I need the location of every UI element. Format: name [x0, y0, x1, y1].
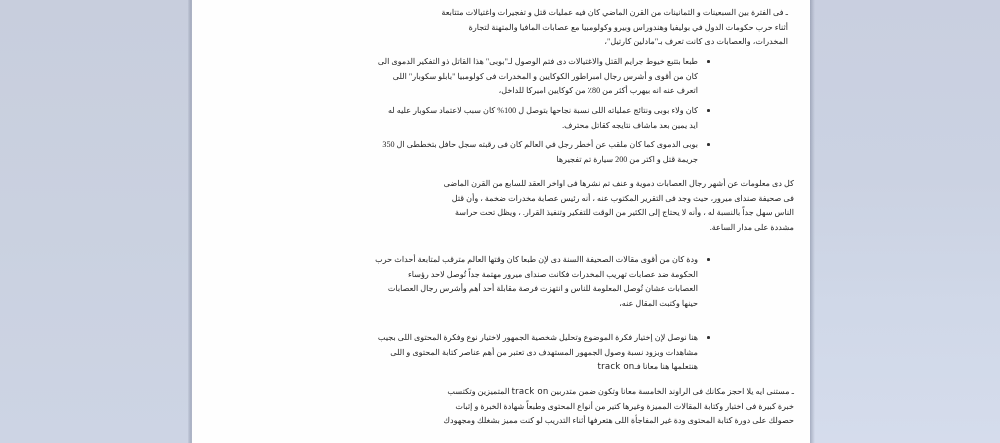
text-fragment: ـ مستنى ايه يلا احجز مكانك فى الراوند الخامسة معانا وتكون ضمن متدربين [548, 387, 794, 396]
text-line: خبرة كبيرة فى اختبار وكتابة المقالات المميزة وغيرها كتير من أنواع المحتوى وطبعاً شهادة الخبرة و إثبات [455, 401, 794, 411]
paragraph-closing-cta [200, 385, 794, 429]
list-item [200, 331, 712, 375]
text-line: ودة كان من أقوى مقالات الصحيفة االسنة دى لإن طبعا كان وقتها العالم مترقب لمتابعة أحداث حرب [375, 255, 698, 264]
list-item [200, 253, 712, 311]
text-line: الناس سهل جداً بالنسبة له ، وأنه لا يحتاج إلى الكثير من الوقت للتفكير وتنفيذ القرار. ، ويظل تحت حراسة [454, 208, 794, 218]
bullet-dot-icon [707, 336, 710, 339]
text-line: جريمة قتل و اكتر من 200 سيارة تم تفجيرها [556, 154, 698, 164]
list-item [192, 104, 712, 133]
bullet-list-5 [200, 331, 712, 375]
text-line: اتعرف عنه انه بيهرب أكثر من 80٪ من كوكايين اميركا للداخل، [498, 86, 698, 96]
paragraph-media-report [200, 177, 794, 235]
bullet-list-3 [192, 138, 712, 167]
bullet-list-2 [192, 104, 712, 133]
text-line: المخدرات، والعصابات دى كانت تعرف بـ"مادلين كارتيل"، [604, 37, 788, 47]
bullet-dot-icon [707, 143, 710, 146]
text-line [200, 385, 794, 400]
text-line: أثناء حرب حكومات الدول في بوليفيا وهندوراس وبيرو وكولومبيا مع عصابات المافيا والمتهنة لتجارة [468, 22, 788, 32]
text-fragment: المتميزين وتكتسب [447, 387, 512, 396]
text-line: الحكومة ضد عصابات تهريب المخدرات فكانت صنداى ميرور مهتمة جداً تُوصل لاحد رؤساء [407, 269, 698, 279]
bullet-list-1 [192, 55, 712, 99]
bullet-list-4 [200, 253, 712, 311]
text-line: مشددة على مدار الساعة. [709, 222, 794, 232]
canvas-left-gutter [0, 0, 192, 443]
text-line: كان ولاء بوبى ونتائج عملياته اللى نسبة نجاحها بتوصل ل 100% كان سبب لاعتماد سكوبار عليه له [387, 106, 698, 115]
text-line: العصابات عشان تُوصل المعلومة للناس و انتهزت فرصة مقابلة أحد أهم وأشرس رجال العصابات [387, 284, 698, 294]
text-line: فى صحيفة صنداى ميرور، حيث وجد فى التقرير المكتوب عنه ، أنه رئيس عصابة مخدرات ضخمة ، وأن قتل [451, 193, 794, 203]
bullet-dot-icon [707, 258, 710, 261]
text-line: هنا نوصل لإن إختيار فكرة الموضوع وتحليل شخصية الجمهور لاختيار نوع وفكرة المحتوى اللى بجيب [377, 333, 698, 342]
text-line: كان من أقوى و أشرس رجال امبراطور الكوكايين و المخدرات فى كولومبيا "بابلو سكوبار" اللى [392, 71, 698, 81]
text-line: حصولك على دورة كتابة المحتوى ودة غير المفاجأة اللى هتعرفها أثناء التدريب لو كنت مميز بشغلك ومجهودك [443, 416, 794, 426]
list-item [192, 55, 712, 99]
text-line [200, 360, 698, 375]
bullet-dot-icon [707, 60, 710, 63]
text-line: ايد يمين بعد ماشاف نتايجه كقاتل محترف. [562, 120, 698, 130]
document-page [192, 0, 810, 443]
brand-track-on: track on [511, 387, 549, 397]
bullet-dot-icon [707, 109, 710, 112]
paragraph-intro [192, 6, 788, 50]
page-right-shadow [810, 0, 815, 443]
text-fragment: هنتعلمها هنا معانا فـ [634, 362, 698, 372]
text-line: بوبى الدموى كما كان ملقب عن أخطر رجل في العالم كان فى رقبته سجل حافل بتخططى ال 350 [382, 140, 698, 149]
list-item [192, 138, 712, 167]
text-line: حينها وكتبت المقال عنه، [619, 298, 698, 308]
text-line: طبعا بتتبع خيوط جرايم القتل والاغتيالات دى فتم الوصول لـ"بوبى" هذا القاتل ذو التفكير الدموى الى [377, 57, 698, 66]
brand-track-on: track on [597, 362, 635, 373]
text-line: ـ فى الفترة بين السبعينات و الثمانينات من القرن الماضي كان فيه عمليات قتل و تفجيرات واغتيالات متتابعة [441, 8, 788, 17]
text-line: كل دى معلومات عن أشهر رجال العصابات دموية و عنف تم نشرها فى اواخر العقد للسابع من القرن الماضى [443, 179, 794, 188]
text-line: مشاهدات وبزود نسبة وصول الجمهور المستهدف دى تعتبر من أهم عناصر كتابة المحتوى و اللى [390, 347, 698, 357]
